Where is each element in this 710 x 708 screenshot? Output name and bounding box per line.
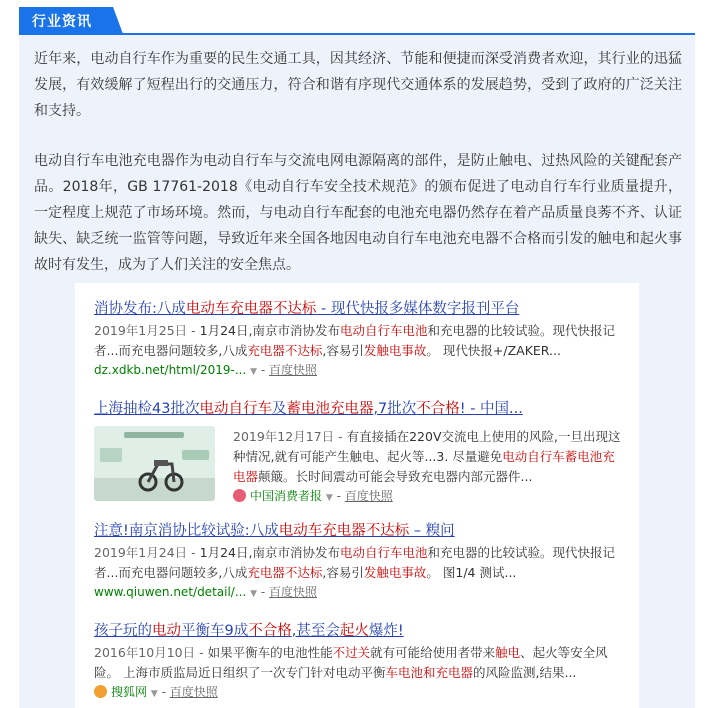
result-title-link[interactable]: 消协发布:八成电动车充电器不达标 - 现代快报多媒体数字报刊平台 bbox=[94, 301, 520, 317]
search-results-screenshot bbox=[75, 283, 639, 708]
source-logo-icon bbox=[233, 489, 246, 502]
result-snippet: 2019年12月17日 - 有直接插在220V交流电上使用的风险,一旦出现这 种情况,就有可能产生触电、起火等...3. 尽量避免电动自行车蓄电池充 电器颠簸。长时间震动可能会导致充电器内部元器件... 中国消费者报 ▼ - 百度快照 bbox=[233, 427, 623, 508]
result-url[interactable]: dz.xdkb.net/html/2019-... bbox=[94, 363, 247, 377]
sohu-logo-icon bbox=[94, 685, 107, 698]
result-snippet: 2019年1月24日 - 1月24日,南京市消协发布电动自行车电池和充电器的比较试验。现代快报记 者...而充电器问题较多,八成充电器不达标,容易引发触电事故。 图1/4 测试... bbox=[94, 545, 616, 580]
result-meta: dz.xdkb.net/html/2019-... ▼ - 百度快照 bbox=[94, 363, 317, 377]
cache-snapshot-link[interactable]: 百度快照 bbox=[269, 585, 318, 599]
section-tag bbox=[19, 7, 123, 34]
cache-snapshot-link[interactable]: 百度快照 bbox=[169, 685, 218, 699]
result-title-link[interactable]: 注意!南京消协比较试验:八成电动车充电器不达标 – 糗问 bbox=[94, 523, 455, 539]
result-source[interactable]: 搜狐网 bbox=[111, 685, 148, 699]
result-url[interactable]: www.qiuwen.net/detail/... bbox=[94, 585, 247, 599]
result-source[interactable]: 中国消费者报 bbox=[250, 489, 323, 503]
cache-snapshot-link[interactable]: 百度快照 bbox=[268, 363, 317, 377]
result-title-link[interactable]: 孩子玩的电动平衡车9成不合格,甚至会起火爆炸! bbox=[94, 623, 404, 639]
result-snippet: 2016年10月10日 - 如果平衡车的电池性能不过关就有可能给使用者带来触电、起火等安全风 险。 上海市质监局近日组织了一次专门针对电动平衡车电池和充电器的风险监测,结果... bbox=[94, 645, 608, 680]
cache-snapshot-link[interactable]: 百度快照 bbox=[344, 489, 393, 503]
result-meta: 搜狐网 ▼ - 百度快照 bbox=[94, 683, 634, 704]
section-tag-label: 行业资讯 bbox=[32, 14, 92, 30]
chevron-down-icon[interactable]: ▼ bbox=[250, 589, 258, 599]
result-title-link[interactable]: 上海抽检43批次电动自行车及蓄电池充电器,7批次不合格! - 中国... bbox=[94, 401, 523, 417]
search-result bbox=[94, 399, 634, 419]
paragraph-1: 近年来，电动自行车作为重要的民生交通工具，因其经济、节能和便捷而深受消费者欢迎，其行业的迅猛发展，有效缓解了短程出行的交通压力，符合和谐有序现代交通体系的发展趋势，受到了政府的广泛关注和支持。 bbox=[34, 51, 682, 119]
search-result bbox=[94, 299, 634, 382]
result-meta: www.qiuwen.net/detail/... ▼ - 百度快照 bbox=[94, 585, 318, 599]
chevron-down-icon[interactable]: ▼ bbox=[325, 493, 333, 503]
chevron-down-icon[interactable]: ▼ bbox=[250, 367, 258, 377]
chevron-down-icon[interactable]: ▼ bbox=[150, 689, 158, 699]
search-result bbox=[94, 621, 634, 704]
paragraph-2: 电动自行车电池充电器作为电动自行车与交流电网电源隔离的部件，是防止触电、过热风险的关键配套产品。2018年，GB 17761-2018《电动自行车安全技术规范》的颁布促进了电动自行车行业质量提升，一定程度上规范了市场环境。然而，与电动自行车配套的电池充电器仍然存在着产品质量良莠不齐、认证缺失、缺乏统一监管等问题，导致近年来全国各地因电动自行车电池充电器不合格而引发的触电和起火事故时有发生，成为了人们关注的安全焦点。 bbox=[34, 153, 682, 273]
search-result bbox=[94, 521, 634, 604]
result-snippet: 2019年1月25日 - 1月24日,南京市消协发布电动自行车电池和充电器的比较试验。现代快报记 者...而充电器问题较多,八成充电器不达标,容易引发触电事故。 现代快报+/ZAKER... bbox=[94, 323, 616, 358]
result-thumbnail-image[interactable] bbox=[94, 426, 215, 501]
result-meta: 中国消费者报 ▼ - 百度快照 bbox=[233, 487, 623, 508]
